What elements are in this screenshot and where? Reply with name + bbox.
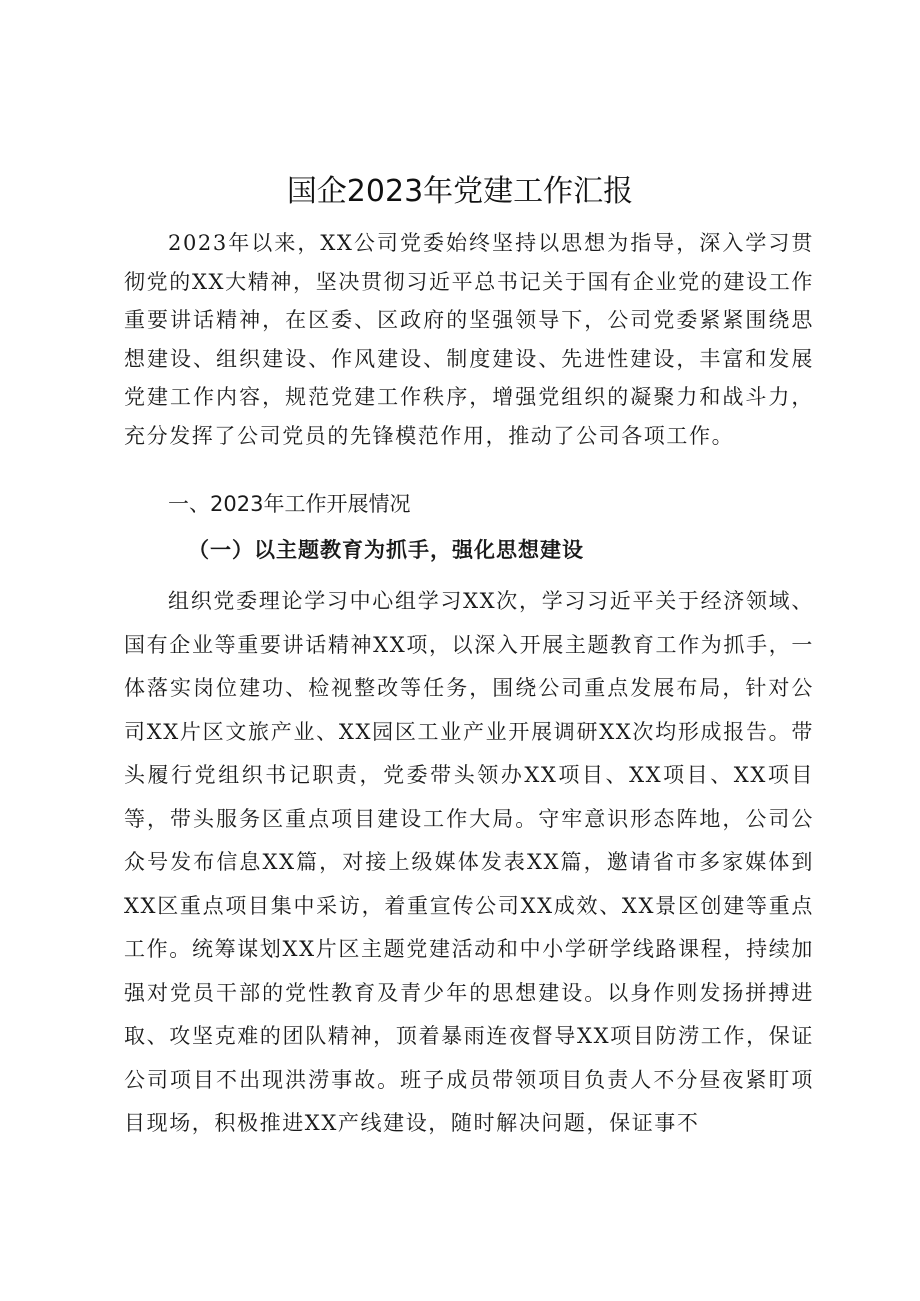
document-title: 国企2023年党建工作汇报 xyxy=(286,174,634,209)
subsection-heading: （一）以主题教育为抓手，强化思想建设 xyxy=(188,537,584,562)
subsection-body-paragraph: 组织党委理论学习中心组学习XX次，学习习近平关于经济领域、国有企业等重要讲话精神XX项，以深入开展主题教育工作为抓手，一体落实岗位建功、检视整改等任务，围绕公司重点发展布局，针对公司XX片区文旅产业、XX园区工业产业开展调研XX次均形成报告。带头履行党组织书记职责，党委带头领办XX项目、XX项目、XX项目等，带头服务区重点项目建设工作大局。守牢意识形态阵地，公司公众号发布信息XX篇，对接上级媒体发表XX篇，邀请省市多家媒体到XX区重点项目集中采访，着重宣传公司XX成效、XX景区创建等重点工作。统筹谋划XX片区主题党建活动和中小学研学线路课程，持续加强对党员干部的党性教育及青少年的思想建设。以身作则发扬拼搏进取、攻坚克难的团队精神，顶着暴雨连夜督导XX项目防涝工作，保证公司项目不出现洪涝事故。班子成员带领项目负责人不分昼夜紧盯项目现场，积极推进XX产线建设，随时解决问题，保证事不 xyxy=(124,589,814,1135)
intro-paragraph: 2023年以来，XX公司党委始终坚持以思想为指导，深入学习贯彻党的XX大精神，坚决贯彻习近平总书记关于国有企业党的建设工作重要讲话精神，在区委、区政府的坚强领导下，公司党委紧紧围绕思想建设、组织建设、作风建设、制度建设、先进性建设，丰富和发展党建工作内容，规范党建工作秩序，增强党组织的凝聚力和战斗力，充分发挥了公司党员的先锋模范作用，推动了公司各项工作。 xyxy=(124,231,814,448)
section-heading: 一、2023年工作开展情况 xyxy=(168,492,411,516)
